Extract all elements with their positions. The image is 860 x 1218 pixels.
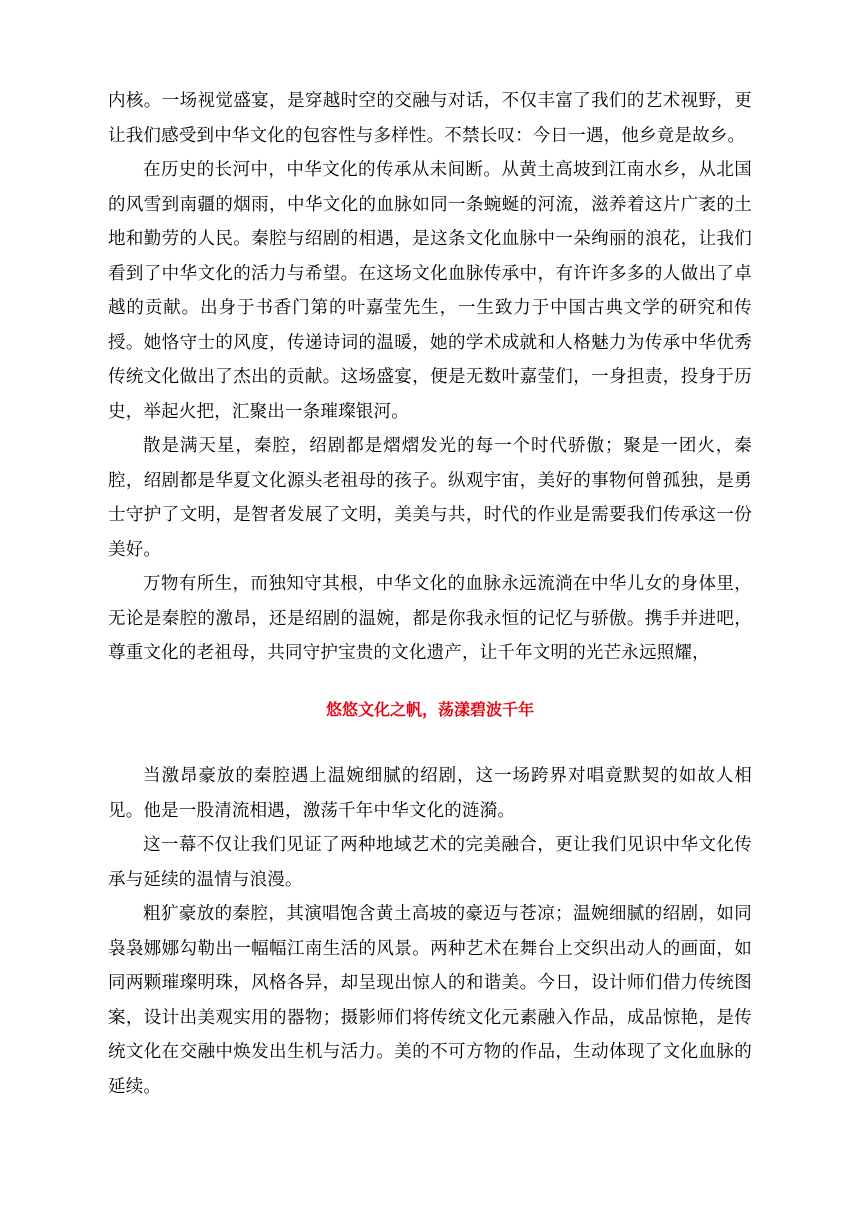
paragraph-encounter: 当激昂豪放的秦腔遇上温婉细腻的绍剧，这一场跨界对唱竟默契的如故人相见。他是一股清流相遇，激荡千年中华文化的涟漪。 xyxy=(108,766,752,821)
paragraph-cultural-heritage: 在历史的长河中，中华文化的传承从未间断。从黄土高坡到江南水乡，从北国的风雪到南疆的烟雨，中华文化的血脉如同一条蜿蜒的河流，滋养着这片广袤的土地和勤劳的人民。秦腔与绍剧的相遇，是这条文化血脉中一朵绚丽的浪花，让我们看到了中华文化的活力与希望。在这场文化血脉传承中，有许许多多的人做出了卓越的贡献。出身于书香门第的叶嘉莹先生，一生致力于中国古典文学的研究和传授。她恪守士的风度，传递诗词的温暖，她的学术成就和人格魅力为传承中华优秀传统文化做出了杰出的贡献。这场盛宴，便是无数叶嘉莹们，一身担责，投身于历史，举起火把，汇聚出一条璀璨银河。 xyxy=(108,160,752,422)
document-page xyxy=(108,84,752,1104)
section-title: 悠悠文化之帆，荡漾碧波千年 xyxy=(325,699,534,719)
paragraph-stars-and-fire: 散是满天星，秦腔，绍剧都是熠熠发光的每一个时代骄傲；聚是一团火，秦腔，绍剧都是华夏文化源头老祖母的孩子。纵观宇宙，美好的事物何曾孤独，是勇士守护了文明，是智者发展了文明，美美与共，时代的作业是需要我们传承这一份美好。 xyxy=(108,436,752,560)
paragraph-continued: 内核。一场视觉盛宴，是穿越时空的交融与对话，不仅丰富了我们的艺术视野，更让我们感受到中华文化的包容性与多样性。不禁长叹：今日一遇，他乡竟是故乡。 xyxy=(108,91,752,146)
paragraph-roots: 万物有所生，而独知守其根，中华文化的血脉永远流淌在中华儿女的身体里，无论是秦腔的激昂，还是绍剧的温婉，都是你我永恒的记忆与骄傲。携手并进吧，尊重文化的老祖母，共同守护宝贵的文化遗产，让千年文明的光芒永远照耀， xyxy=(108,574,752,663)
paragraph-fusion: 这一幕不仅让我们见证了两种地域艺术的完美融合，更让我们见识中华文化传承与延续的温情与浪漫。 xyxy=(108,835,752,890)
paragraph-two-arts: 粗犷豪放的秦腔，其演唱饱含黄土高坡的豪迈与苍凉；温婉细腻的绍剧，如同袅袅娜娜勾勒出一幅幅江南生活的风景。两种艺术在舞台上交织出动人的画面，如同两颗璀璨明珠，风格各异，却呈现出惊人的和谐美。今日，设计师们借力传统图案，设计出美观实用的器物；摄影师们将传统文化元素融入作品，成品惊艳，是传统文化在交融中焕发出生机与活力。美的不可方物的作品，生动体现了文化血脉的延续。 xyxy=(108,904,752,1097)
